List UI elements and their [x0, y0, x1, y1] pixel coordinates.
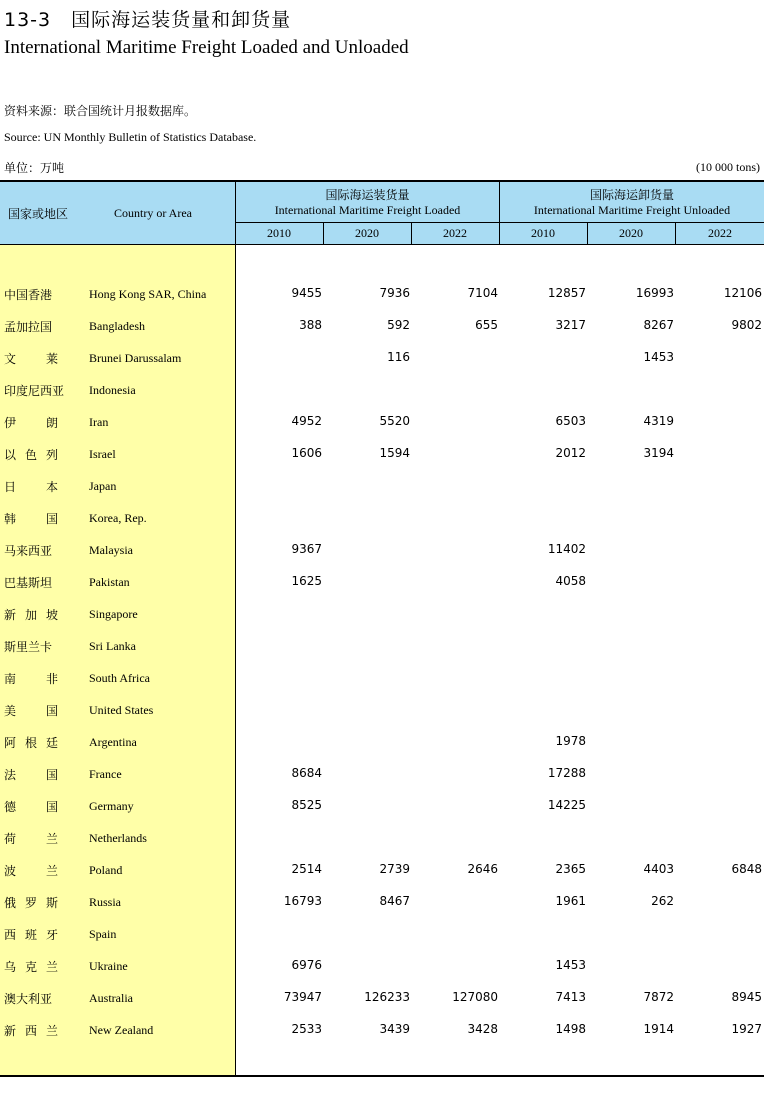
value-cell: 3194 [643, 446, 674, 460]
value-cell: 12857 [547, 286, 586, 300]
source-note-cn: 资料来源：联合国统计月报数据库。 [4, 104, 197, 118]
country-name-cn [4, 510, 58, 527]
country-name-cn-char: 日 [4, 480, 17, 494]
value-cell: 2514 [291, 862, 322, 876]
country-name-cn-char: 国 [45, 704, 58, 718]
year-header: 2022 [708, 226, 732, 240]
table-row [0, 574, 764, 594]
country-name-cn-char: 法 [4, 768, 17, 782]
year-header: 2010 [267, 226, 291, 240]
country-name-cn-char: 马来西亚 [4, 544, 53, 558]
country-name-cn-char: 波 [4, 864, 17, 878]
year-header: 2020 [619, 226, 643, 240]
country-name-cn [4, 382, 65, 399]
table-top-rule [0, 180, 764, 182]
value-cell: 3217 [555, 318, 586, 332]
table-row [0, 446, 764, 466]
country-name-en: Netherlands [89, 831, 147, 845]
country-name-en: Malaysia [89, 543, 133, 557]
year-header: 2020 [355, 226, 379, 240]
country-name-cn-char: 列 [45, 448, 58, 462]
country-name-en: Sri Lanka [89, 639, 136, 653]
table-row [0, 926, 764, 946]
value-cell: 127080 [452, 990, 498, 1004]
country-name-cn-char: 坡 [45, 608, 58, 622]
value-cell: 6503 [555, 414, 586, 428]
loaded-header-cn: 国际海运装货量 [325, 188, 410, 202]
country-name-en: United States [89, 703, 154, 717]
value-cell: 12106 [723, 286, 762, 300]
value-cell: 7936 [379, 286, 410, 300]
value-cell: 14225 [547, 798, 586, 812]
table-row [0, 606, 764, 626]
page-title-cn: 13-3 国际海运装货量和卸货量 [4, 9, 292, 31]
country-name-cn-char: 兰 [45, 832, 58, 846]
country-name-en: Japan [89, 479, 117, 493]
country-name-en: Singapore [89, 607, 138, 621]
country-name-en: Hong Kong SAR, China [89, 287, 207, 301]
country-name-cn-char: 文 [4, 352, 17, 366]
country-name-en: Russia [89, 895, 122, 909]
table-row [0, 862, 764, 882]
value-cell: 592 [387, 318, 410, 332]
country-name-cn [4, 862, 58, 879]
country-name-cn-char: 非 [45, 672, 58, 686]
table-row [0, 1022, 764, 1042]
value-cell: 1594 [379, 446, 410, 460]
value-cell: 1453 [555, 958, 586, 972]
value-cell: 4058 [555, 574, 586, 588]
value-cell: 5520 [379, 414, 410, 428]
value-cell: 1978 [555, 734, 586, 748]
country-name-cn-char: 南 [4, 672, 17, 686]
value-cell: 655 [475, 318, 498, 332]
country-name-cn-char: 西 [24, 1024, 37, 1038]
value-cell: 2739 [379, 862, 410, 876]
country-name-cn-char: 根 [24, 736, 37, 750]
table-row [0, 510, 764, 530]
country-name-cn [4, 702, 58, 719]
country-name-cn-char: 印度尼西亚 [4, 384, 65, 398]
value-cell: 7872 [643, 990, 674, 1004]
value-cell: 9367 [291, 542, 322, 556]
country-name-cn-char: 美 [4, 704, 17, 718]
country-name-cn-char: 以 [4, 448, 17, 462]
value-cell: 3439 [379, 1022, 410, 1036]
country-name-en: Australia [89, 991, 133, 1005]
country-name-cn-char: 孟加拉国 [4, 320, 53, 334]
country-name-cn [4, 798, 58, 815]
freight-table [0, 180, 764, 1077]
value-cell: 126233 [364, 990, 410, 1004]
country-name-cn-char: 克 [24, 960, 37, 974]
table-row [0, 766, 764, 786]
table-row [0, 830, 764, 850]
table-row [0, 286, 764, 306]
country-name-cn [4, 606, 58, 623]
value-cell: 1625 [291, 574, 322, 588]
unit-label-cn: 单位：万吨 [4, 161, 65, 175]
value-cell: 9455 [291, 286, 322, 300]
country-name-cn-char: 阿 [4, 736, 17, 750]
country-name-cn-char: 本 [45, 480, 58, 494]
value-cell: 116 [387, 350, 410, 364]
value-cell: 7413 [555, 990, 586, 1004]
country-name-cn [4, 670, 58, 687]
value-cell: 6976 [291, 958, 322, 972]
value-cell: 4319 [643, 414, 674, 428]
country-name-cn [4, 958, 58, 975]
value-cell: 2533 [291, 1022, 322, 1036]
country-name-cn [4, 734, 58, 751]
value-cell: 16793 [283, 894, 322, 908]
country-name-en: Spain [89, 927, 117, 941]
country-name-cn-char: 班 [24, 928, 37, 942]
country-name-cn [4, 1022, 58, 1039]
value-cell: 1606 [291, 446, 322, 460]
country-name-cn [4, 926, 58, 943]
table-row [0, 702, 764, 722]
country-name-cn [4, 286, 58, 303]
country-name-en: Indonesia [89, 383, 136, 397]
country-name-cn [4, 830, 58, 847]
country-name-cn [4, 478, 58, 495]
country-name-cn-char: 牙 [45, 928, 58, 942]
value-cell: 9802 [731, 318, 762, 332]
value-cell: 4403 [643, 862, 674, 876]
value-cell: 2646 [467, 862, 498, 876]
table-row [0, 958, 764, 978]
value-cell: 1927 [731, 1022, 762, 1036]
country-name-cn-char: 新 [4, 608, 17, 622]
header-bottom-rule [0, 244, 764, 245]
country-name-en: Korea, Rep. [89, 511, 147, 525]
country-name-cn-char: 兰 [45, 1024, 58, 1038]
country-name-en: Germany [89, 799, 134, 813]
country-name-en: Iran [89, 415, 109, 429]
year-header: 2022 [443, 226, 467, 240]
table-bottom-rule [0, 1075, 764, 1077]
country-name-en: Israel [89, 447, 116, 461]
value-cell: 1914 [643, 1022, 674, 1036]
country-name-cn-char: 西 [4, 928, 17, 942]
country-name-cn [4, 414, 58, 431]
table-row [0, 318, 764, 338]
value-cell: 4952 [291, 414, 322, 428]
country-name-cn-char: 荷 [4, 832, 17, 846]
country-name-cn-char: 色 [24, 448, 37, 462]
value-cell: 8945 [731, 990, 762, 1004]
unloaded-header-en: International Maritime Freight Unloaded [533, 203, 731, 217]
country-name-cn-char: 新 [4, 1024, 17, 1038]
table-row [0, 638, 764, 658]
value-cell: 17288 [547, 766, 586, 780]
country-name-cn-char: 巴基斯坦 [4, 576, 53, 590]
value-cell: 2012 [555, 446, 586, 460]
country-name-cn-char: 乌 [4, 960, 17, 974]
country-name-cn [4, 574, 58, 591]
country-name-cn-char: 兰 [45, 960, 58, 974]
table-row [0, 990, 764, 1010]
country-name-cn-char: 俄 [4, 896, 17, 910]
country-name-en: Brunei Darussalam [89, 351, 182, 365]
country-name-en: Argentina [89, 735, 137, 749]
country-name-cn [4, 318, 58, 335]
value-cell: 1498 [555, 1022, 586, 1036]
country-name-cn-char: 斯 [45, 896, 58, 910]
country-name-cn-char: 德 [4, 800, 17, 814]
country-name-cn-char: 国 [45, 768, 58, 782]
country-name-cn [4, 350, 58, 367]
value-cell: 8684 [291, 766, 322, 780]
country-name-cn-char: 加 [24, 608, 37, 622]
country-name-cn-char: 澳大利亚 [4, 992, 53, 1006]
unit-label-en: (10 000 tons) [696, 160, 760, 174]
value-cell: 6848 [731, 862, 762, 876]
table-row [0, 894, 764, 914]
value-cell: 1961 [555, 894, 586, 908]
source-note-en: Source: UN Monthly Bulletin of Statistics Database. [4, 130, 257, 144]
country-name-en: Bangladesh [89, 319, 145, 333]
country-name-cn-char: 斯里兰卡 [4, 640, 53, 654]
country-name-cn [4, 638, 58, 655]
country-name-cn-char: 国 [45, 800, 58, 814]
country-name-en: Ukraine [89, 959, 128, 973]
value-cell: 7104 [467, 286, 498, 300]
country-header-cn: 国家或地区 [8, 207, 69, 221]
table-row [0, 414, 764, 434]
value-cell: 11402 [547, 542, 586, 556]
value-cell: 8467 [379, 894, 410, 908]
country-name-cn-char: 伊 [4, 416, 17, 430]
page-title-en: International Maritime Freight Loaded and Unloaded [4, 37, 409, 58]
table-row [0, 734, 764, 754]
country-name-cn-char: 国 [45, 512, 58, 526]
country-header-en: Country or Area [114, 206, 192, 220]
value-cell: 16993 [635, 286, 674, 300]
country-name-cn [4, 542, 58, 559]
country-name-cn [4, 894, 58, 911]
country-name-cn-char: 朗 [45, 416, 58, 430]
country-name-en: France [89, 767, 122, 781]
country-name-en: South Africa [89, 671, 150, 685]
value-cell: 1453 [643, 350, 674, 364]
value-cell: 2365 [555, 862, 586, 876]
country-name-en: Pakistan [89, 575, 130, 589]
value-cell: 3428 [467, 1022, 498, 1036]
table-row [0, 350, 764, 370]
table-row [0, 478, 764, 498]
country-name-cn-char: 罗 [24, 896, 37, 910]
table-row [0, 542, 764, 562]
country-name-en: Poland [89, 863, 123, 877]
country-name-cn-char: 中国香港 [4, 288, 53, 302]
country-name-cn-char: 廷 [45, 736, 58, 750]
year-header: 2010 [531, 226, 555, 240]
value-cell: 73947 [283, 990, 322, 1004]
value-cell: 262 [651, 894, 674, 908]
country-name-cn-char: 莱 [45, 352, 58, 366]
country-name-cn-char: 兰 [45, 864, 58, 878]
country-name-en: New Zealand [89, 1023, 154, 1037]
loaded-header-en: International Maritime Freight Loaded [274, 203, 461, 217]
table-row [0, 670, 764, 690]
table-row [0, 382, 764, 402]
country-name-cn [4, 766, 58, 783]
value-cell: 388 [299, 318, 322, 332]
unloaded-header-cn: 国际海运卸货量 [589, 188, 674, 202]
country-name-cn-char: 韩 [4, 512, 17, 526]
country-name-cn [4, 446, 58, 463]
country-name-cn [4, 990, 58, 1007]
value-cell: 8267 [643, 318, 674, 332]
table-row [0, 798, 764, 818]
value-cell: 8525 [291, 798, 322, 812]
